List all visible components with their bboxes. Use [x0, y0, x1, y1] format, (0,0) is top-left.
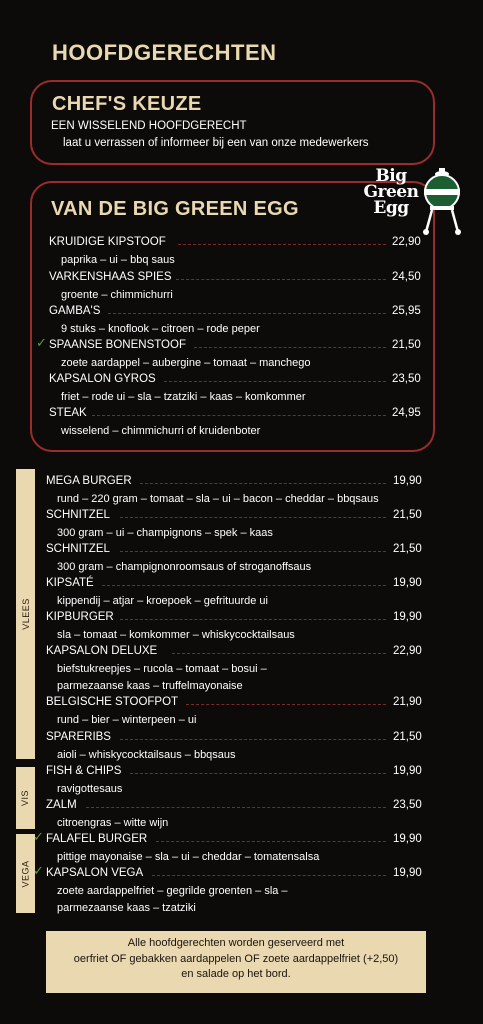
menu-item-name: ZALM — [46, 799, 77, 811]
menu-item-price: 25,95 — [392, 305, 421, 317]
menu-item-name: GAMBA'S — [49, 305, 101, 317]
menu-item-description: pittige mayonaise – sla – ui – cheddar – tomatensalsa — [57, 851, 320, 863]
menu-item-description: groente – chimmichurri — [61, 289, 173, 301]
menu-item-price: 21,50 — [392, 339, 421, 351]
page-title: HOOFDGERECHTEN — [52, 40, 277, 65]
menu-item-description: 300 gram – champignonroomsaus of stroganoffsaus — [57, 561, 312, 573]
menu-item-price: 19,90 — [393, 475, 422, 487]
menu-item-description: rund – bier – winterpeen – ui — [57, 714, 197, 726]
serving-note-line: Alle hoofdgerechten worden geserveerd met — [127, 937, 345, 949]
menu-item-description: kippendij – atjar – kroepoek – gefrituurde ui — [57, 595, 268, 607]
menu-item-name: KIPBURGER — [46, 611, 114, 623]
menu-item-price: 19,90 — [393, 765, 422, 777]
logo-wordmark: Big Green Egg — [363, 166, 419, 218]
section-strip-vis — [16, 767, 35, 829]
menu-item-description: aioli – whiskycocktailsaus – bbqsaus — [57, 749, 236, 761]
serving-note — [46, 931, 426, 993]
dotted-leader — [172, 653, 386, 654]
menu-item-price: 19,90 — [393, 611, 422, 623]
chefs-choice-description: laat u verrassen of informeer bij een van onze medewerkers — [63, 137, 369, 149]
serving-note-line: en salade op het bord. — [181, 968, 291, 980]
dotted-leader — [140, 483, 386, 484]
dotted-leader — [164, 381, 386, 382]
big-green-egg-title: VAN DE BIG GREEN EGG — [51, 198, 299, 220]
leaf-icon: ✓ — [33, 863, 44, 878]
menu-item-description: biefstukreepjes – rucola – tomaat – bosui – — [57, 663, 267, 675]
serving-note-line: oerfriet OF gebakken aardappelen OF zoete aardappelfriet (+2,50) — [73, 952, 399, 965]
menu-item-name: FISH & CHIPS — [46, 765, 122, 777]
menu-item-description: citroengras – witte wijn — [57, 817, 169, 829]
menu-item-description: 9 stuks – knoflook – citroen – rode peper — [61, 323, 260, 335]
chefs-choice-panel — [30, 80, 435, 165]
menu-item-name: VARKENSHAAS SPIES — [49, 271, 172, 283]
menu-item-name: SCHNITZEL — [46, 509, 110, 521]
menu-item-price: 21,50 — [393, 731, 422, 743]
menu-item-name: FALAFEL BURGER — [46, 833, 148, 845]
menu-item-description: paprika – ui – bbq saus — [61, 254, 175, 266]
dotted-leader — [120, 551, 386, 552]
dotted-leader — [108, 313, 386, 314]
dotted-leader — [120, 517, 386, 518]
menu-item-description: parmezaanse kaas – tzatziki — [57, 902, 196, 914]
menu-item-price: 23,50 — [392, 373, 421, 385]
menu-item-price: 21,50 — [393, 509, 422, 521]
dotted-leader — [186, 704, 386, 705]
menu-item-description: rund – 220 gram – tomaat – sla – ui – bacon – cheddar – bbqsaus — [57, 493, 379, 505]
menu-item-name: KAPSALON DELUXE — [46, 645, 158, 657]
dotted-leader — [194, 347, 386, 348]
menu-item-name: STEAK — [49, 407, 87, 419]
menu-item-name: KRUIDIGE KIPSTOOF — [49, 236, 166, 248]
menu-item-name: BELGISCHE STOOFPOT — [46, 696, 179, 708]
menu-item-description: 300 gram – ui – champignons – spek – kaas — [57, 527, 273, 539]
dotted-leader — [120, 739, 386, 740]
leaf-icon: ✓ — [36, 335, 47, 350]
menu-item-description: zoete aardappelfriet – gegrilde groenten – sla – — [57, 885, 288, 897]
dotted-leader — [156, 841, 386, 842]
dotted-leader — [92, 415, 386, 416]
menu-item-name: KIPSATÉ — [46, 577, 94, 589]
menu-item-name: KAPSALON VEGA — [46, 867, 144, 879]
section-label: VIS — [20, 789, 31, 807]
menu-item-name: MEGA BURGER — [46, 475, 132, 487]
menu-item-price: 19,90 — [393, 577, 422, 589]
dotted-leader — [120, 619, 386, 620]
menu-item-description: ravigottesaus — [57, 783, 123, 795]
menu-item-description: wisselend – chimmichurri of kruidenboter — [61, 425, 261, 437]
section-label: VLEES — [20, 598, 31, 630]
chefs-choice-title: CHEF'S KEUZE — [52, 93, 202, 115]
menu-item-name: SCHNITZEL — [46, 543, 110, 555]
chefs-choice-subtitle: EEN WISSELEND HOOFDGERECHT — [51, 120, 247, 132]
menu-item-price: 21,50 — [393, 543, 422, 555]
menu-item-description: friet – rode ui – sla – tzatziki – kaas – komkommer — [61, 391, 306, 403]
dotted-leader — [152, 875, 386, 876]
menu-item-price: 22,90 — [392, 236, 421, 248]
menu-item-name: SPARERIBS — [46, 731, 111, 743]
menu-item-description: zoete aardappel – aubergine – tomaat – manchego — [61, 357, 311, 369]
menu-item-name: SPAANSE BONENSTOOF — [49, 339, 186, 351]
dotted-leader — [86, 807, 386, 808]
menu-item-price: 24,95 — [392, 407, 421, 419]
section-strip-vlees — [16, 469, 35, 759]
dotted-leader — [102, 585, 386, 586]
menu-item-price: 24,50 — [392, 271, 421, 283]
dotted-leader — [176, 279, 386, 280]
menu-item-price: 23,50 — [393, 799, 422, 811]
egg-grill-icon — [422, 164, 462, 236]
menu-item-price: 19,90 — [393, 833, 422, 845]
menu-item-name: KAPSALON GYROS — [49, 373, 156, 385]
section-label: VEGA — [20, 859, 31, 888]
big-green-egg-logo — [356, 164, 462, 236]
menu-item-price: 22,90 — [393, 645, 422, 657]
dotted-leader — [130, 773, 386, 774]
menu-item-description: parmezaanse kaas – truffelmayonaise — [57, 680, 243, 692]
leaf-icon: ✓ — [33, 829, 44, 844]
dotted-leader — [178, 244, 386, 245]
menu-item-price: 21,90 — [393, 696, 422, 708]
menu-item-price: 19,90 — [393, 867, 422, 879]
menu-item-description: sla – tomaat – komkommer – whiskycocktailsaus — [57, 629, 295, 641]
